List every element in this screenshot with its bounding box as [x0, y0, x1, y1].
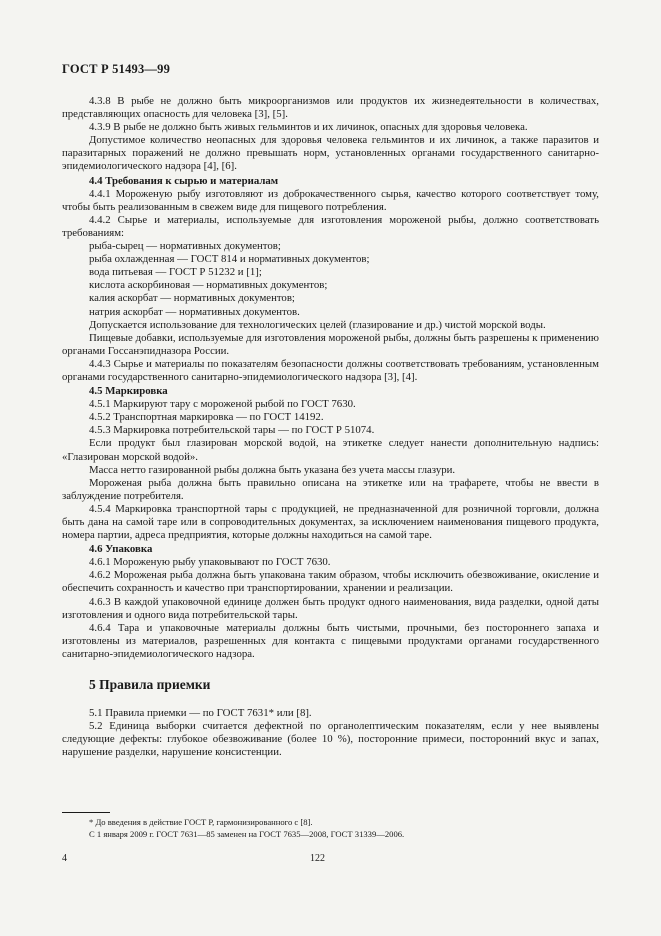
paragraph-4-5-3-glazed: Если продукт был глазирован морской водой, на этикетке следует нанести дополнительную надпись: «Глазирован морской водой».	[62, 437, 599, 463]
subsection-heading-4-5: 4.5 Маркировка	[89, 385, 168, 398]
paragraph-4-4-2-sea-water: Допускается использование для технологических целей (глазирование и др.) чистой морской воды.	[89, 318, 546, 331]
page-body	[62, 95, 599, 759]
paragraph-4-6-4: 4.6.4 Тара и упаковочные материалы должны быть чистыми, прочными, без постороннего запаха и изготовлены из материалов, разрешенных для контакта с пищевыми продуктами органами государственного санитарно-эпидемиологического надзора.	[62, 621, 599, 660]
paragraph-4-5-3: 4.5.3 Маркировка потребительской тары — по ГОСТ Р 51074.	[89, 424, 375, 437]
footnote-2: С 1 января 2009 г. ГОСТ 7631—85 заменен на ГОСТ 7635—2008, ГОСТ 31339—2006.	[89, 829, 405, 839]
list-item: рыба-сырец — нормативных документов;	[89, 240, 281, 253]
paragraph-4-4-3: 4.4.3 Сырье и материалы по показателям безопасности должны соответствовать требованиям, установленным органами государственного санитарно-эпидемиологического надзора [3], [4].	[62, 357, 599, 383]
list-item: вода питьевая — ГОСТ Р 51232 и [1];	[89, 266, 262, 279]
paragraph-5-1: 5.1 Правила приемки — по ГОСТ 7631* или [8].	[89, 707, 312, 720]
paragraph-4-6-3: 4.6.3 В каждой упаковочной единице должен быть продукт одного наименования, вида разделки, одной даты изготовления и одного вида потребительской тары.	[62, 595, 599, 621]
paragraph-4-5-1: 4.5.1 Маркируют тару с мороженой рыбой по ГОСТ 7630.	[89, 398, 356, 411]
paragraph-4-4-2: 4.4.2 Сырье и материалы, используемые для изготовления мороженой рыбы, должно соответствовать требованиям:	[62, 213, 599, 239]
subsection-heading-4-4: 4.4 Требования к сырью и материалам	[89, 174, 279, 187]
list-item: калия аскорбат — нормативных документов;	[89, 292, 295, 305]
print-page-number: 122	[310, 853, 325, 864]
footnote-divider	[62, 812, 110, 813]
list-item: натрия аскорбат — нормативных документов.	[89, 305, 300, 318]
list-item: рыба охлажденная — ГОСТ 814 и нормативных документов;	[89, 253, 370, 266]
paragraph-4-4-1: 4.4.1 Мороженую рыбу изготовляют из доброкачественного сырья, качество которого соответствует тому, чтобы быть реализованным в свежем виде для пищевого потребления.	[62, 187, 599, 213]
paragraph-4-5-3-net-mass: Масса нетто газированной рыбы должна быть указана без учета массы глазури.	[89, 463, 456, 476]
paragraph-4-4-2-additives: Пищевые добавки, используемые для изготовления мороженой рыбы, должны быть разрешены к применению органами Госсанэпидназора России.	[62, 331, 599, 357]
subsection-heading-4-6: 4.6 Упаковка	[89, 543, 153, 556]
paragraph-4-3-9-continued: Допустимое количество неопасных для здоровья человека гельминтов и их личинок, а также паразитов и паразитарных поражений не должно превышать норм, установленных органами государственного санитарно-эпидемиологического надзора [4], [6].	[62, 134, 599, 173]
requirements-list	[62, 240, 599, 319]
paragraph-4-6-1: 4.6.1 Мороженую рыбу упаковывают по ГОСТ 7630.	[89, 556, 331, 569]
paragraph-4-3-9: 4.3.9 В рыбе не должно быть живых гельминтов и их личинок, опасных для здоровья человека.	[89, 121, 528, 134]
section-heading-5: 5 Правила приемки	[89, 677, 211, 693]
footnotes	[62, 816, 599, 840]
paragraph-4-5-3-labeling: Мороженая рыба должна быть правильно описана на этикетке или на трафарете, чтобы не ввести в заблуждение потребителя.	[62, 476, 599, 502]
page-number: 4	[62, 853, 67, 864]
footnote-1: * До введения в действие ГОСТ Р, гармонизированного с [8].	[89, 817, 313, 827]
paragraph-4-5-2: 4.5.2 Транспортная маркировка — по ГОСТ 14192.	[89, 411, 324, 424]
page-header-standard-number: ГОСТ Р 51493—99	[62, 62, 171, 76]
paragraph-4-5-4: 4.5.4 Маркировка транспортной тары с продукцией, не предназначенной для розничной торговли, должна быть дана на самой таре или в сопроводительных документах, за исключением наименования пищевого продукта, номера партии, адреса предприятия, которые должны находиться на самой таре.	[62, 502, 599, 542]
paragraph-4-6-2: 4.6.2 Мороженая рыба должна быть упакована таким образом, чтобы исключить обезвоживание, окисление и обеспечить сохранность и качество при транспортировании, хранении и реализации.	[62, 569, 599, 595]
paragraph-5-2: 5.2 Единица выборки считается дефектной по органолептическим показателям, если у нее выявлены следующие дефекты: глубокое обезвоживание (более 10 %), посторонние примеси, посторонний вкус и запах, нарушение разделки, нарушение консистенции.	[62, 720, 599, 759]
list-item: кислота аскорбиновая — нормативных документов;	[89, 279, 328, 292]
paragraph-4-3-8: 4.3.8 В рыбе не должно быть микроорганизмов или продуктов их жизнедеятельности в количествах, представляющих опасность для человека [3], [5].	[62, 95, 599, 121]
